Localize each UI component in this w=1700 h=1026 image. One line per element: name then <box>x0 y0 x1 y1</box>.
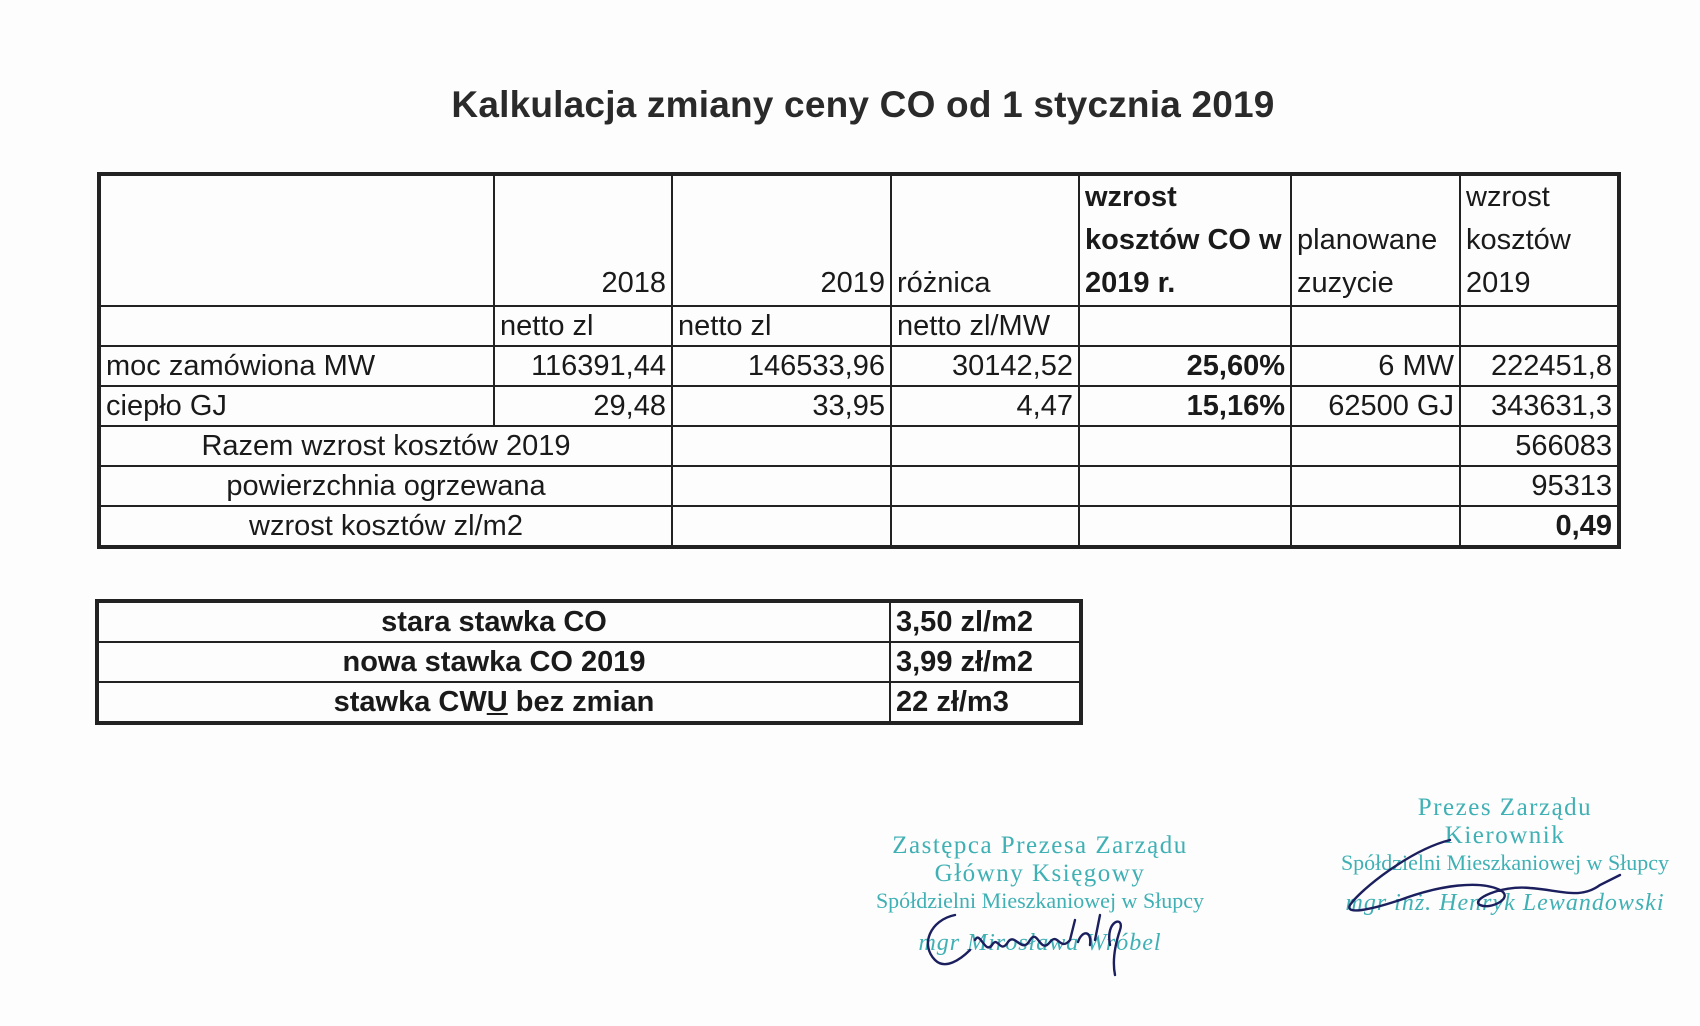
table-row <box>99 386 1619 426</box>
header-roznica: różnica <box>891 174 1079 306</box>
rate-row <box>97 642 1081 682</box>
stamp-line: Główny Księgowy <box>934 860 1146 887</box>
row-label: moc zamówiona MW <box>99 346 494 386</box>
summary-value: 95313 <box>1460 466 1619 506</box>
summary-value: 566083 <box>1460 426 1619 466</box>
summary-row <box>99 466 1619 506</box>
value-roznica: 30142,52 <box>891 346 1079 386</box>
row-label: ciepło GJ <box>99 386 494 426</box>
stamp-line: Spółdzielni Mieszkaniowej w Słupcy <box>875 888 1205 913</box>
rate-value: 3,50 zl/m2 <box>890 601 1081 642</box>
table-row <box>99 346 1619 386</box>
unit-cell: netto zl/MW <box>891 306 1079 346</box>
summary-label: Razem wzrost kosztów 2019 <box>99 426 672 466</box>
unit-cell <box>1291 306 1460 346</box>
value-zuzycie: 62500 GJ <box>1291 386 1460 426</box>
summary-label: wzrost kosztów zl/m2 <box>99 506 672 547</box>
unit-cell: netto zl <box>494 306 672 346</box>
rate-value: 22 zł/m3 <box>890 682 1081 723</box>
summary-row <box>99 426 1619 466</box>
rate-label: stara stawka CO <box>97 601 890 642</box>
value-wzrost-pct: 25,60% <box>1079 346 1291 386</box>
header-2019: 2019 <box>672 174 891 306</box>
summary-row <box>99 506 1619 547</box>
stamp-name: mgr Mirosława Wróbel <box>918 930 1162 956</box>
value-wzrost-pct: 15,16% <box>1079 386 1291 426</box>
header-planowane-zuzycie: planowane zuzycie <box>1291 174 1460 306</box>
value-roznica: 4,47 <box>891 386 1079 426</box>
value-zuzycie: 6 MW <box>1291 346 1460 386</box>
header-wzrost-kosztow-2019: wzrost kosztów 2019 <box>1460 174 1619 306</box>
units-row <box>99 306 1619 346</box>
value-wzrost-kosztow: 222451,8 <box>1460 346 1619 386</box>
unit-cell <box>1460 306 1619 346</box>
rates-table <box>95 599 1083 725</box>
summary-label: powierzchnia ogrzewana <box>99 466 672 506</box>
rate-row <box>97 601 1081 642</box>
unit-cell: netto zl <box>672 306 891 346</box>
rate-value: 3,99 zł/m2 <box>890 642 1081 682</box>
rate-label: stawka CWU bez zmian <box>97 682 890 723</box>
header-row <box>99 174 1619 306</box>
header-2018: 2018 <box>494 174 672 306</box>
value-2019: 146533,96 <box>672 346 891 386</box>
value-wzrost-kosztow: 343631,3 <box>1460 386 1619 426</box>
header-wzrost-kosztow-co: wzrost kosztów CO w 2019 r. <box>1079 174 1291 306</box>
value-2018: 29,48 <box>494 386 672 426</box>
stamp-line: Zastępca Prezesa Zarządu <box>892 832 1188 859</box>
rate-label: nowa stawka CO 2019 <box>97 642 890 682</box>
rate-row <box>97 682 1081 723</box>
stamp-name: mgr inż. Henryk Lewandowski <box>1345 890 1665 916</box>
summary-value: 0,49 <box>1460 506 1619 547</box>
unit-cell <box>99 306 494 346</box>
value-2019: 33,95 <box>672 386 891 426</box>
stamp-line: Prezes Zarządu <box>1417 794 1593 821</box>
unit-cell <box>1079 306 1291 346</box>
header-cell-empty <box>99 174 494 306</box>
document-title: Kalkulacja zmiany ceny CO od 1 stycznia 2019 <box>451 84 1275 125</box>
stamp-line: Kierownik <box>1444 822 1566 849</box>
stamp-line: Spółdzielni Mieszkaniowej w Słupcy <box>1340 850 1670 875</box>
signature-left <box>900 900 1160 980</box>
value-2018: 116391,44 <box>494 346 672 386</box>
signature-right <box>1330 830 1630 930</box>
calculation-table <box>97 172 1621 549</box>
